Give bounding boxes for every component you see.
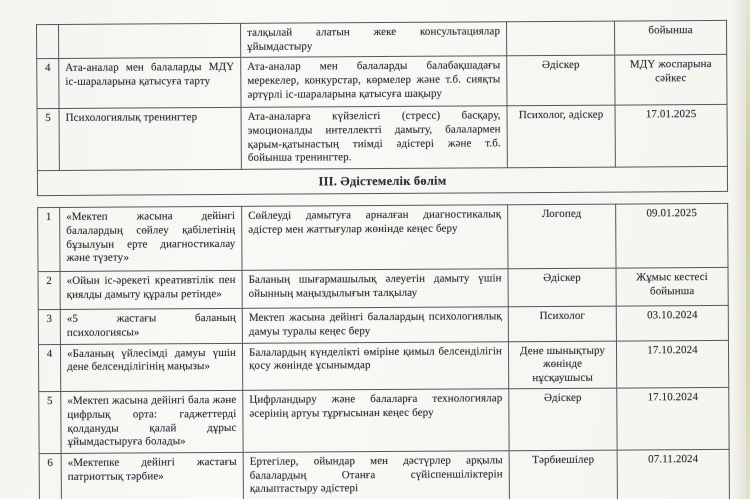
description-cell: Мектеп жасына дейінгі балалардың психологиялық дамуы туралы кеңес беру bbox=[242, 307, 508, 343]
date-cell: 09.01.2025 bbox=[616, 204, 728, 269]
event-name-cell bbox=[59, 23, 241, 58]
row-number-cell: 4 bbox=[38, 344, 60, 392]
table-row bbox=[38, 268, 728, 310]
table-row bbox=[37, 20, 727, 58]
date-cell: 17.01.2025 bbox=[615, 105, 727, 167]
schedule-table-section2 bbox=[36, 20, 728, 196]
event-name-cell: «5 жастағы баланың психологиясы» bbox=[60, 309, 242, 344]
table-row bbox=[38, 204, 728, 272]
date-cell: МДҮ жоспарына сәйкес bbox=[615, 55, 727, 106]
row-number-cell: 3 bbox=[38, 310, 60, 344]
event-name-cell: Психологиялық тренингтер bbox=[59, 108, 241, 171]
date-cell: 17.10.2024 bbox=[617, 388, 729, 450]
responsible-cell: Психолог, әдіскер bbox=[507, 105, 615, 167]
responsible-cell: Логопед bbox=[508, 204, 616, 269]
event-name-cell: «Баланың үйлесімді дамуы үшін дене белсенділігінің маңызы» bbox=[60, 343, 242, 392]
responsible-cell: Дене шынықтыру жөнінде нұсқаушысы bbox=[508, 341, 616, 390]
responsible-cell: Әдіскер bbox=[508, 268, 616, 307]
event-name-cell: «Мектеп жасына дейінгі балалардың сөйлеу қабілетінің бұзылуын ерте диагностикалау және түзету» bbox=[60, 207, 242, 272]
table-row bbox=[37, 105, 727, 171]
table-row bbox=[39, 449, 729, 499]
table-row bbox=[38, 306, 728, 344]
event-name-cell: «Мектеп жасына дейінгі бала және цифрлық орта: гаджеттерді қолдануды қалай дұрыс ұйымдастыруға болады» bbox=[61, 391, 243, 454]
section-header-row bbox=[37, 166, 727, 196]
description-cell: Ата-аналарға күйзелісті (стресс) басқару, эмоционалды интеллектті дамыту, балалармен қарым-қатынастың тиімді әдістері және т.б. бойынша тренингтер. bbox=[241, 106, 507, 169]
date-cell: 17.10.2024 bbox=[616, 340, 728, 389]
row-number-cell: 2 bbox=[38, 272, 60, 310]
event-name-cell: Ата-аналар мен балаларды МДҮ іс-шараларына қатысуға тарту bbox=[59, 58, 241, 109]
row-number-cell: 4 bbox=[37, 59, 59, 109]
responsible-cell: Әдіскер bbox=[507, 55, 615, 106]
description-cell: Ертегілер, ойындар мен дәстүрлер арқылы балалардың Отанға сүйіспеншіліктерін қалыптастыру әдістері bbox=[243, 451, 509, 499]
scan-edge-strip bbox=[746, 0, 750, 499]
table-row bbox=[39, 388, 729, 454]
document-content bbox=[36, 20, 729, 499]
date-cell: 07.11.2024 bbox=[617, 449, 729, 499]
section-title: III. Әдістемелік бөлім bbox=[37, 166, 727, 196]
table-row bbox=[37, 55, 727, 109]
date-cell: бойынша bbox=[614, 20, 726, 55]
row-number-cell: 5 bbox=[39, 392, 61, 454]
schedule-table-section3 bbox=[37, 203, 730, 499]
description-cell: Ата-аналар мен балаларды балабақшадағы мерекелер, конкурстар, көрмелер және т.б. сияқты әртүрлі іс-шараларына қатысуға шақыру bbox=[241, 56, 507, 108]
responsible-cell: Тәрбиешілер bbox=[509, 450, 617, 499]
responsible-cell: Психолог bbox=[508, 306, 616, 341]
scan-shadow bbox=[732, 0, 746, 499]
responsible-cell: Әдіскер bbox=[509, 388, 617, 450]
description-cell: Цифрландыру және балаларға технологиялар әсерінің артуы тұрғысынан кеңес беру bbox=[243, 389, 509, 452]
date-cell: Жұмыс кестесі бойынша bbox=[616, 268, 728, 307]
responsible-cell bbox=[507, 21, 615, 56]
row-number-cell: 1 bbox=[38, 208, 60, 272]
description-cell: Баланың шығармашылық әлеуетін дамыту үшін ойынның маңыздылығын талқылау bbox=[242, 269, 508, 309]
table-row bbox=[38, 340, 728, 392]
event-name-cell: «Мектепке дейінгі жастағы патриоттық тәрбие» bbox=[61, 452, 243, 499]
description-cell: Сөйлеуді дамытуға арналған диагностикалық әдістер мен жаттығулар жөнінде кеңес беру bbox=[242, 205, 508, 271]
row-number-cell: 5 bbox=[37, 109, 59, 171]
row-number-cell bbox=[37, 24, 59, 58]
event-name-cell: «Ойын іс-әрекеті креативтілік пен қиялды дамыту құралы ретінде» bbox=[60, 271, 242, 310]
description-cell: талқылай алатын жеке консультациялар ұйымдастыру bbox=[241, 22, 507, 58]
date-cell: 03.10.2024 bbox=[616, 306, 728, 341]
row-number-cell: 6 bbox=[39, 453, 61, 499]
description-cell: Балалардың күнделікті өміріне қимыл белсенділігін қосу жөнінде ұсынымдар bbox=[242, 341, 508, 390]
